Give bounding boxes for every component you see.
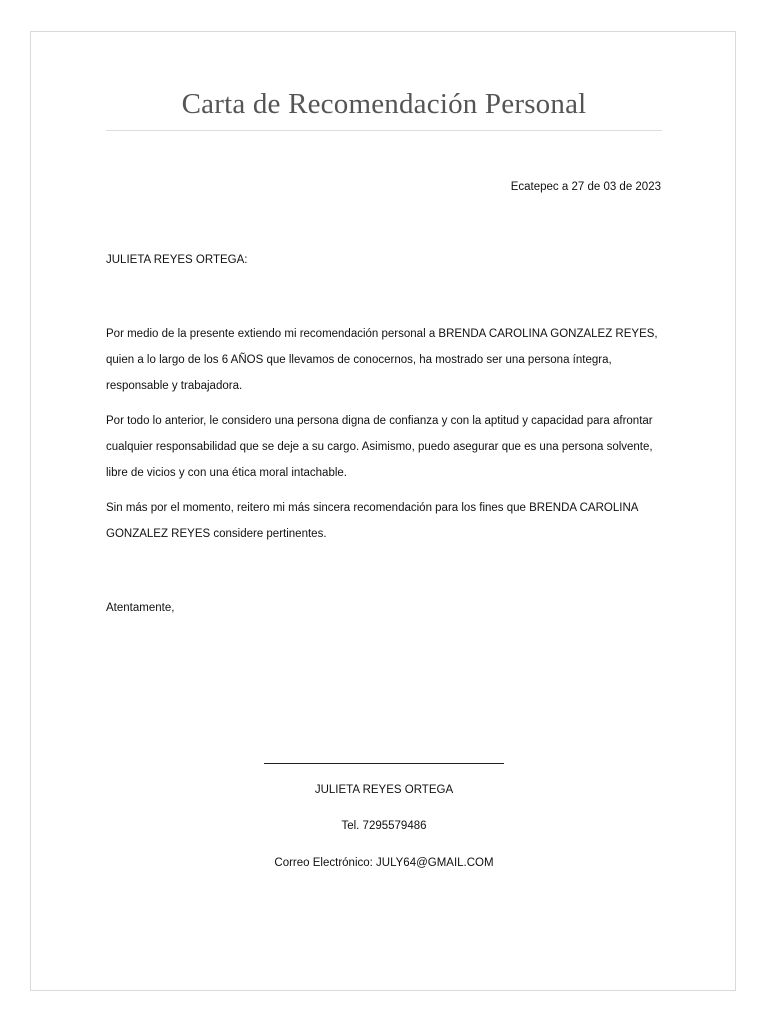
closing-line: Atentamente,	[106, 602, 175, 614]
signature-phone: Tel. 7295579486	[341, 820, 427, 832]
title-divider	[106, 130, 662, 131]
body-paragraph: Por todo lo anterior, le considero una persona digna de confianza y con la aptitud y capacidad para afrontar cualquier responsabilidad que se deje a su cargo. Asimismo, puedo asegurar que es una persona solvente, libre de vicios y con una ética moral intachable.	[106, 415, 653, 479]
signature-email: Correo Electrónico: JULY64@GMAIL.COM	[274, 857, 494, 869]
body-paragraph: Sin más por el momento, reitero mi más sincera recomendación para los fines que BRENDA CAROLINA GONZALEZ REYES considere pertinentes.	[106, 502, 638, 540]
document-title: Carta de Recomendación Personal	[181, 88, 587, 120]
body-paragraph: Por medio de la presente extiendo mi recomendación personal a BRENDA CAROLINA GONZALEZ REYES, quien a lo largo de los 6 AÑOS que llevamos de conocernos, ha mostrado ser una persona íntegra, responsable y trabajadora.	[106, 328, 658, 392]
signature-name: JULIETA REYES ORTEGA	[314, 784, 454, 796]
letter-body	[106, 321, 666, 556]
date-line: Ecatepec a 27 de 03 de 2023	[510, 181, 661, 193]
signature-line	[264, 763, 504, 764]
recipient-line: JULIETA REYES ORTEGA:	[106, 254, 248, 266]
